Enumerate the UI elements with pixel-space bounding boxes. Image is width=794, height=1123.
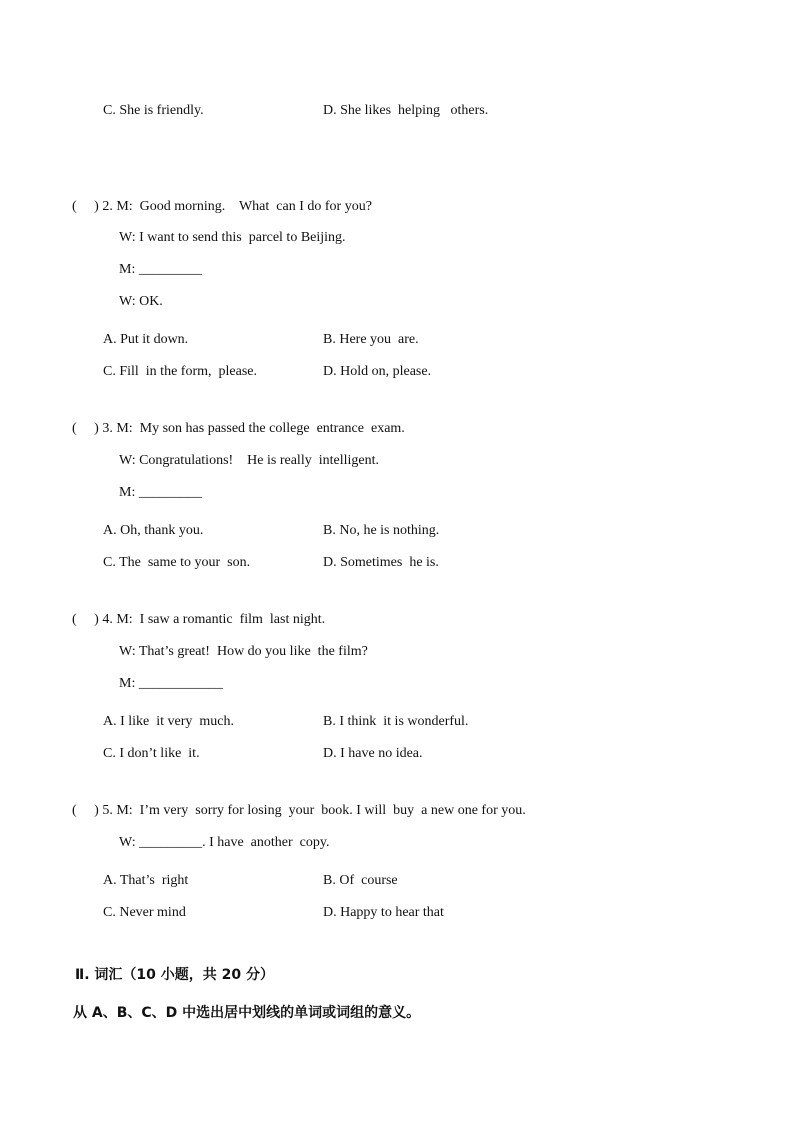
- q2-head: ( ) 2. M: Good morning. What can I do for you?: [72, 199, 372, 214]
- q1-option-d: D. She likes helping others.: [323, 103, 489, 118]
- q5-dialog-line: W: _________. I have another copy.: [119, 835, 330, 850]
- q2-option-c: C. Fill in the form, please.: [103, 364, 257, 379]
- q2-dialog-line: W: OK.: [119, 294, 163, 309]
- q5-head: ( ) 5. M: I’m very sorry for losing your book. I will buy a new one for you.: [72, 803, 526, 818]
- q4-option-c: C. I don’t like it.: [103, 746, 200, 761]
- q3-option-b: B. No, he is nothing.: [323, 523, 440, 538]
- q3-option-d: D. Sometimes he is.: [323, 555, 439, 570]
- q2-dialog-line: M: _________: [119, 262, 202, 277]
- q4-dialog-line: W: That’s great! How do you like the film?: [119, 644, 368, 659]
- q1-option-c: C. She is friendly.: [103, 103, 204, 118]
- section-title: Ⅱ. 词汇（10 小题，共 20 分）: [75, 967, 275, 983]
- q5-option-a: A. That’s right: [103, 873, 189, 888]
- q2-option-b: B. Here you are.: [323, 332, 419, 347]
- q5-option-b: B. Of course: [323, 873, 398, 888]
- q3-dialog-line: M: _________: [119, 485, 202, 500]
- q4-head: ( ) 4. M: I saw a romantic film last night.: [72, 612, 326, 627]
- q3-option-a: A. Oh, thank you.: [103, 523, 204, 538]
- q3-dialog-line: W: Congratulations! He is really intelligent.: [119, 453, 379, 468]
- q2-option-d: D. Hold on, please.: [323, 364, 432, 379]
- q4-option-d: D. I have no idea.: [323, 746, 423, 761]
- q4-dialog-line: M: ____________: [119, 676, 223, 691]
- q3-option-c: C. The same to your son.: [103, 555, 251, 570]
- q5-option-d: D. Happy to hear that: [323, 905, 444, 920]
- q4-option-b: B. I think it is wonderful.: [323, 714, 469, 729]
- q2-dialog-line: W: I want to send this parcel to Beijing.: [119, 230, 346, 245]
- q4-option-a: A. I like it very much.: [103, 714, 235, 729]
- q5-option-c: C. Never mind: [103, 905, 186, 920]
- section-instruction: 从 A、B、C、D 中选出居中划线的单词或词组的意义。: [73, 1005, 421, 1021]
- q3-head: ( ) 3. M: My son has passed the college entrance exam.: [72, 421, 405, 436]
- q2-option-a: A. Put it down.: [103, 332, 189, 347]
